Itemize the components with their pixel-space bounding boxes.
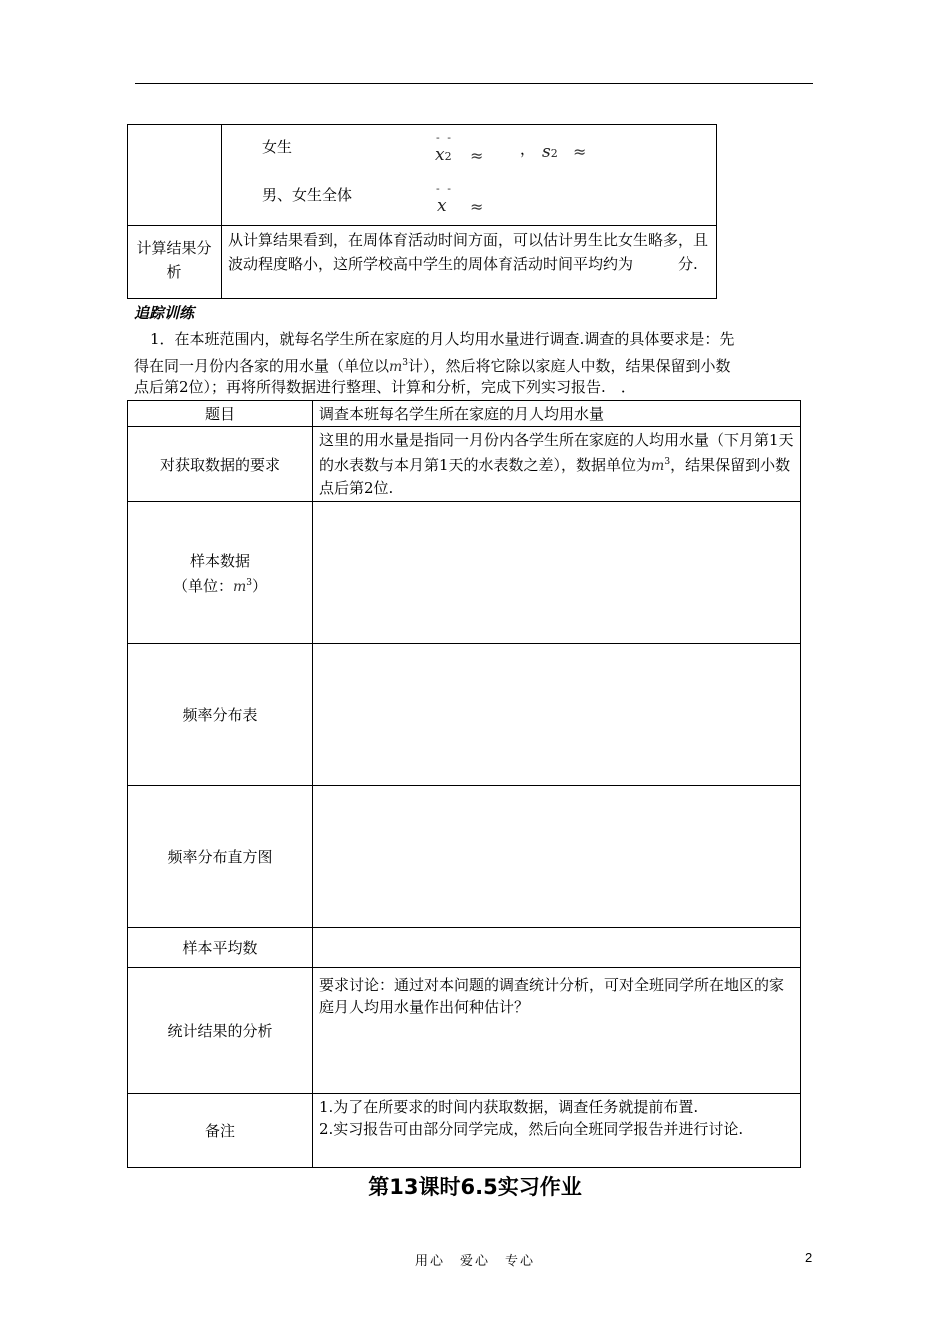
page-number: 2	[805, 1250, 813, 1265]
mean-bar: - -	[436, 131, 453, 144]
approx-sign: ≈	[573, 142, 587, 161]
table-row	[128, 401, 801, 427]
analysis-label: 计算结果分析	[136, 239, 212, 281]
table-row	[128, 786, 801, 928]
cell-content: 调查本班每名学生所在家庭的月人均用水量	[313, 401, 801, 427]
practice-report-table	[127, 400, 801, 1168]
section-heading: 追踪训练	[134, 304, 195, 322]
comma: ，	[520, 140, 536, 158]
cell-content: 这里的用水量是指同一月份内各学生所在家庭的人均用水量（下月第1天的水表数与本月第1天的水表数之差），数据单位为$m^3$，结果保留到小数点后第2位.	[313, 427, 801, 502]
footer-motto: 用心 爱心 专心	[414, 1254, 535, 1269]
row-label-all: 男、女生全体	[262, 186, 353, 204]
approx-sign: ≈	[470, 197, 484, 216]
cell-content	[313, 502, 801, 644]
cell-content	[313, 644, 801, 786]
cell-label: 备注	[128, 1094, 313, 1168]
cell-label: 样本平均数	[128, 928, 313, 968]
cell-content	[313, 786, 801, 928]
cell-label: 对获取数据的要求	[128, 427, 313, 502]
cell-label: 题目	[128, 401, 313, 427]
table-row	[128, 644, 801, 786]
math-x2: x2	[435, 145, 452, 165]
cell-label: 频率分布直方图	[128, 786, 313, 928]
table-row	[128, 502, 801, 644]
table-row	[128, 968, 801, 1094]
math-s2: s2	[542, 142, 558, 162]
table-row	[128, 1094, 801, 1168]
math-x: x	[437, 196, 447, 216]
cell-content: 1.为了在所要求的时间内获取数据，调查任务就提前布置. 2.实习报告可由部分同学完成，然后向全班同学报告并进行讨论.	[313, 1094, 801, 1168]
row-label-female: 女生	[262, 138, 293, 156]
mean-bar: - -	[436, 182, 453, 195]
cell-label: 频率分布表	[128, 644, 313, 786]
cell-label: 样本数据 （单位：$m^3$）	[128, 502, 313, 644]
table-divider-horizontal	[128, 225, 716, 226]
cell-content	[313, 928, 801, 968]
table-row	[128, 427, 801, 502]
lesson-title: 第13课时6.5实习作业	[368, 1175, 582, 1199]
approx-sign: ≈	[470, 146, 484, 165]
table-row	[128, 928, 801, 968]
problem-line-1: 1．在本班范围内，就每名学生所在家庭的月人均用水量进行调查.调查的具体要求是：先	[150, 330, 735, 348]
problem-line-3: 点后第2位）；再将所得数据进行整理、计算和分析，完成下列实习报告. ．	[134, 378, 636, 396]
table-divider-vertical	[221, 125, 222, 298]
analysis-text: 从计算结果看到，在周体育活动时间方面，可以估计男生比女生略多，且波动程度略小，这所学校高中学生的周体育活动时间平均约为 分.	[228, 231, 709, 273]
cell-label: 统计结果的分析	[128, 968, 313, 1094]
problem-line-2: 得在同一月份内各家的用水量（单位以$m^3$计），然后将它除以家庭人中数，结果保留到小数	[134, 357, 731, 375]
cell-content: 要求讨论：通过对本问题的调查统计分析，可对全班同学所在地区的家庭月人均用水量作出何种估计？	[313, 968, 801, 1094]
header-rule	[135, 83, 813, 84]
